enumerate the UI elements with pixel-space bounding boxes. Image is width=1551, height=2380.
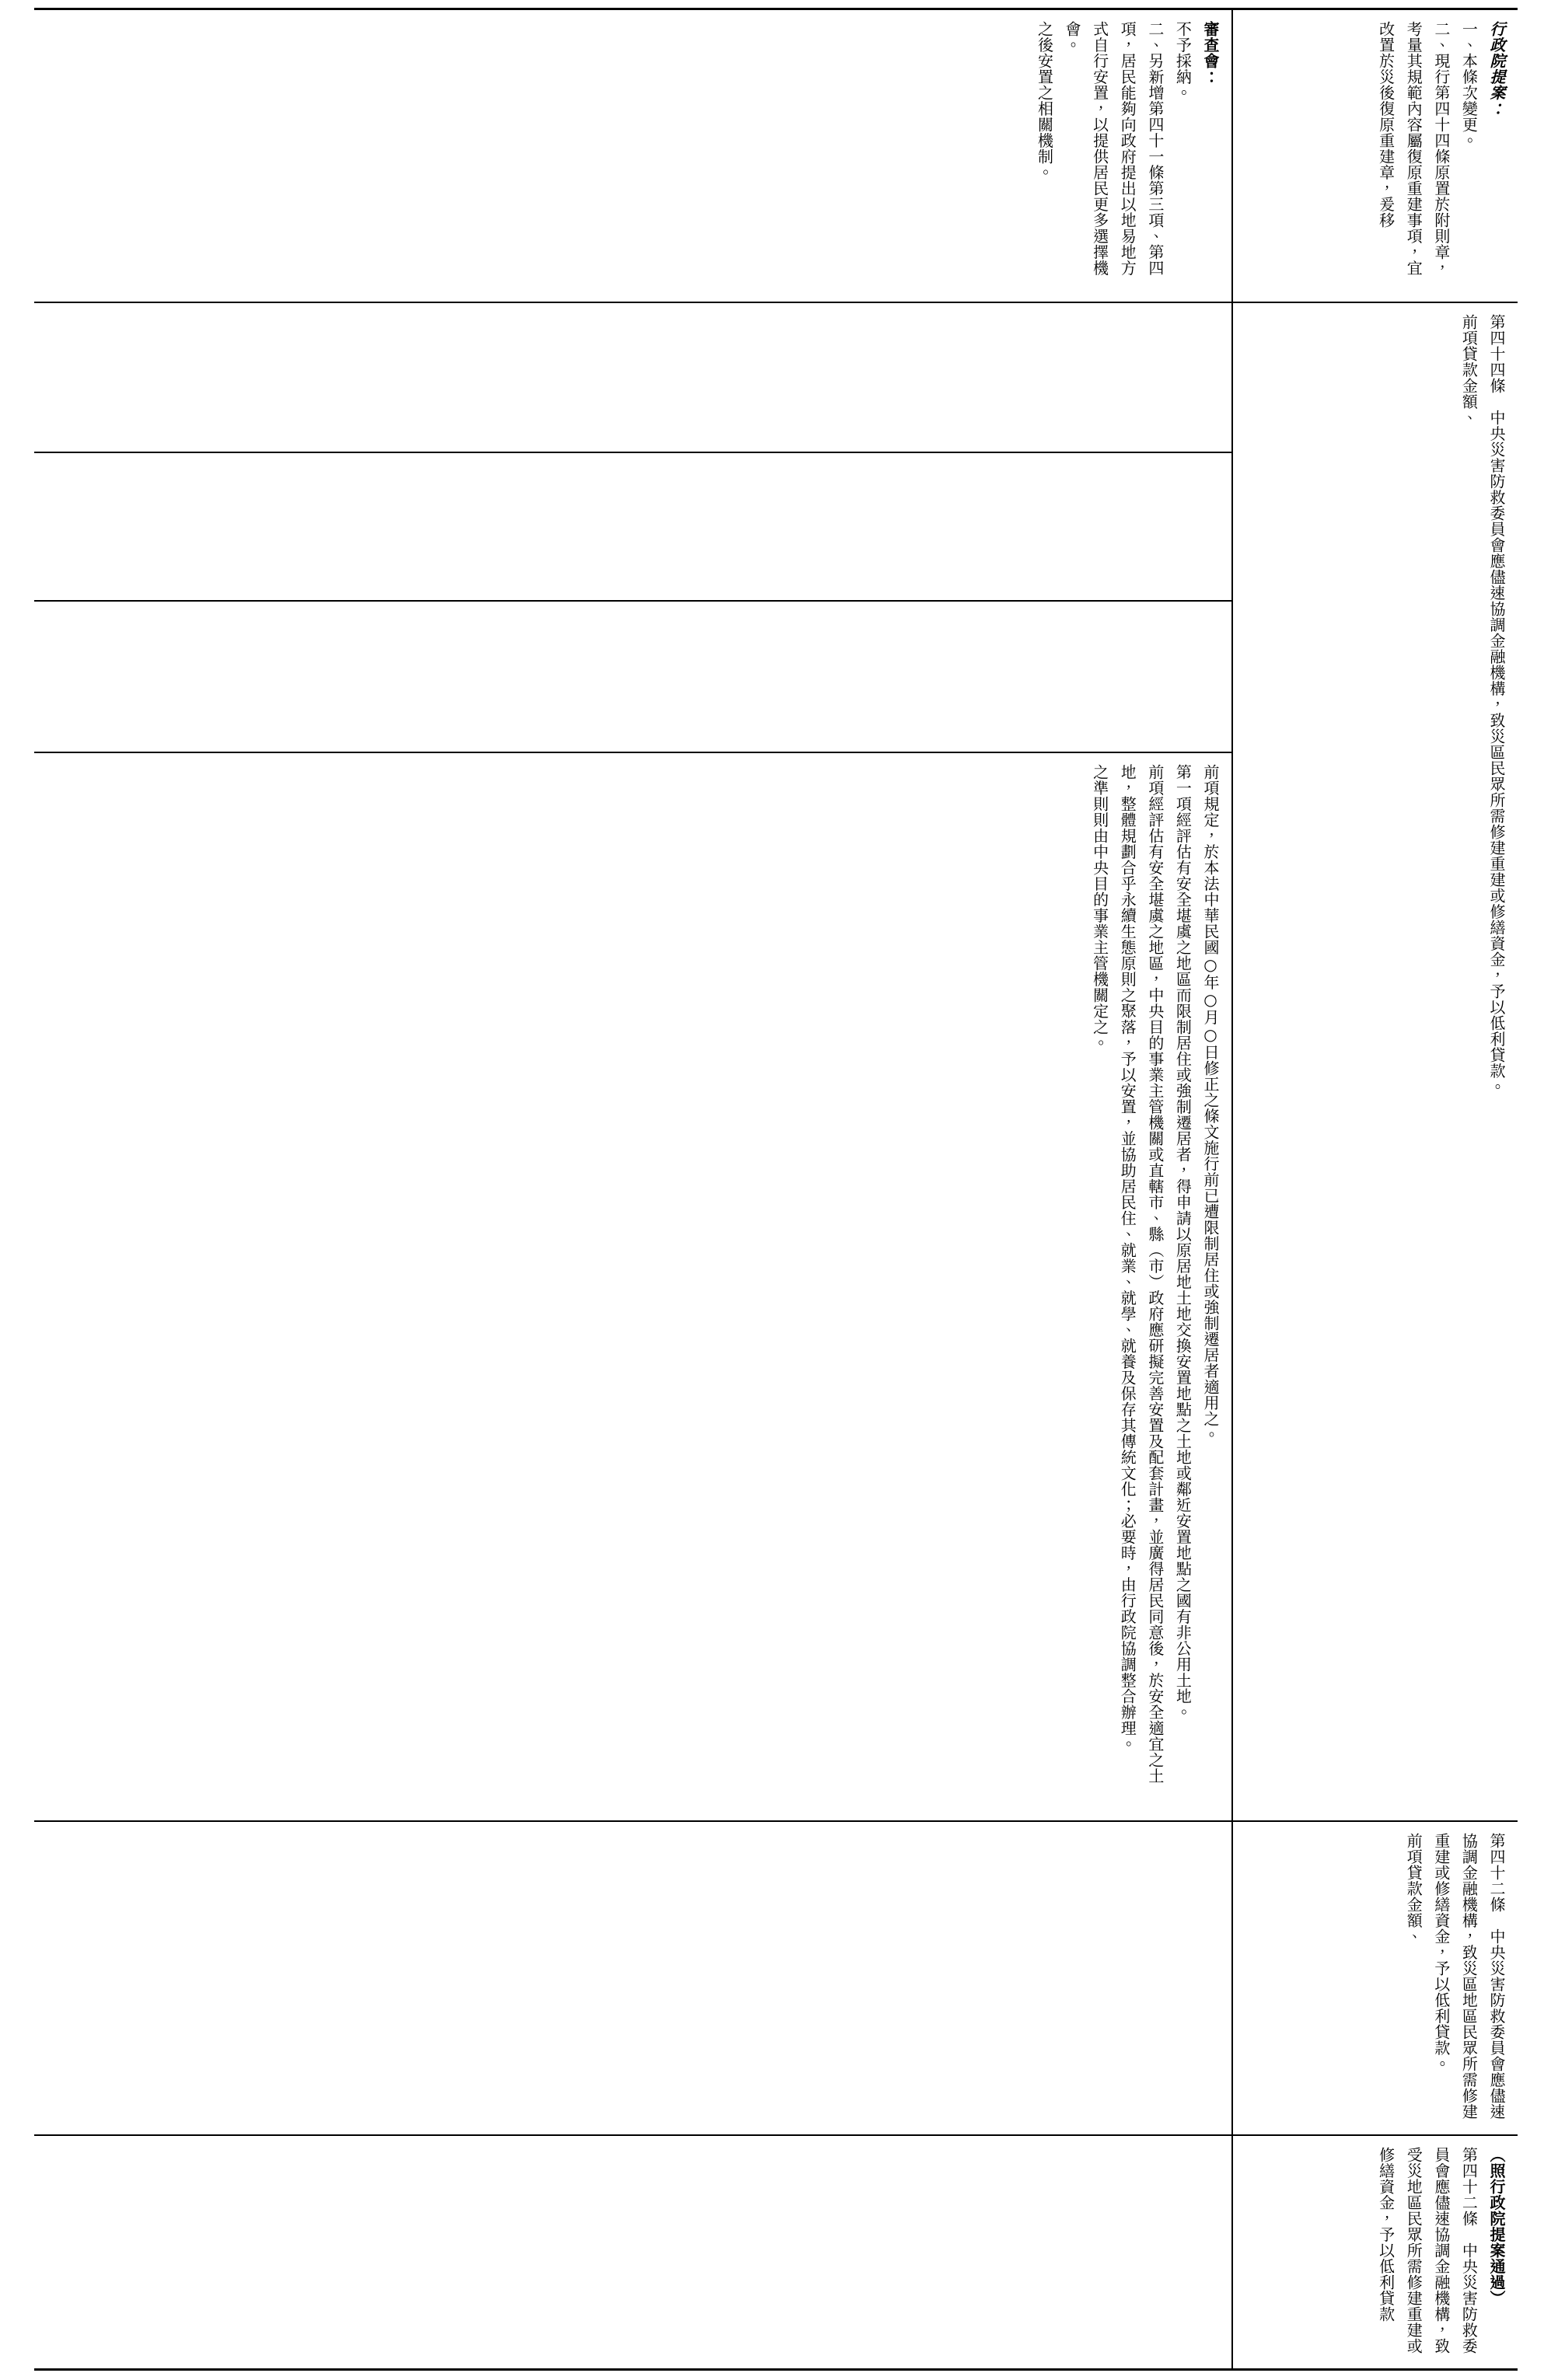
- executive-yuan-proposal-heading: 行政院提案：: [1487, 21, 1506, 117]
- table-column-left: [34, 10, 1231, 2368]
- right-cell-1-para-2: 二、現行第四十四條原置於附則章，考量其規範內容屬復原重建事項，宜改置於災後復原重建章，爰移: [1376, 21, 1451, 276]
- table-cell-right-3: [1233, 1822, 1518, 2135]
- left-cell-5-para-4: 前項規定，於本法中華民國○年○月○日修正之條文施行前已遭限制居住或強制遷居者適用之。: [1201, 764, 1220, 1443]
- table-cell-right-2: [1233, 303, 1518, 1822]
- table-cell-left-1: [34, 10, 1231, 303]
- passed-as-proposed-heading: （照行政院提案通過）: [1487, 2146, 1506, 2306]
- table-cell-right-4: [1233, 2136, 1518, 2368]
- review-heading: 審查會：: [1201, 21, 1220, 85]
- table-cell-left-7: [34, 2136, 1231, 2368]
- table-cell-left-4: [34, 602, 1231, 754]
- table-cell-left-5: [34, 753, 1231, 1822]
- article-44-text: 第四十四條 中央災害防救委員會應儘速協調金融機構，致災區民眾所需修建重建或修繕資金，予以低利貸款。: [1487, 314, 1506, 1095]
- left-cell-1-para-1: 之後安置之相關機制。: [1035, 21, 1054, 180]
- article-44-clause-2: 前項貸款金額、: [1459, 314, 1479, 426]
- left-cell-5-para-1: 之準則則由中央目的事業主管機關定之。: [1090, 764, 1109, 1052]
- right-cell-1-para-1: 一、本條次變更。: [1459, 21, 1479, 148]
- left-cell-1-para-2: 二、另新增第四十一條第三項、第四項，居民能夠向政府提出以地易地方式自行安置，以提供居民更多選擇機會。: [1063, 21, 1165, 276]
- comparison-table: [34, 8, 1518, 2371]
- article-42-text: 第四十二條 中央災害防救委員會應儘速協調金融機構，致災區地區民眾所需修建重建或修繕資金，予以低利貸款。: [1431, 1833, 1506, 2120]
- table-cell-left-2: [34, 303, 1231, 453]
- article-42-final-text: 第四十二條 中央災害防救委員會應儘速協調金融機構，致受災地區民眾所需修建重建或修繕資金，予以低利貸款: [1376, 2146, 1479, 2354]
- left-cell-5-para-2: 前項經評估有安全堪虞之地區，中央目的事業主管機關或直轄市、縣（市）政府應研擬完善安置及配套計畫，並廣得居民同意後，於安全適宜之土地，整體規劃合乎永續生態原則之聚落，予以安置，並協助居民住、就業、就學、就養及保存其傳統文化；必要時，由行政院協調整合辦理。: [1118, 764, 1165, 1785]
- review-heading-note: 不予採納。: [1173, 21, 1193, 101]
- article-42-clause-2: 前項貸款金額、: [1404, 1833, 1423, 1945]
- table-cell-right-1: [1233, 10, 1518, 303]
- table-column-right: [1231, 10, 1518, 2368]
- table-cell-left-6: [34, 1822, 1231, 2135]
- left-cell-5-para-3: 第一項經評估有安全堪虞之地區而限制居住或強制遷居者，得申請以原居地土地交換安置地點之土地或鄰近安置地點之國有非公用土地。: [1173, 764, 1193, 1721]
- table-cell-left-3: [34, 453, 1231, 602]
